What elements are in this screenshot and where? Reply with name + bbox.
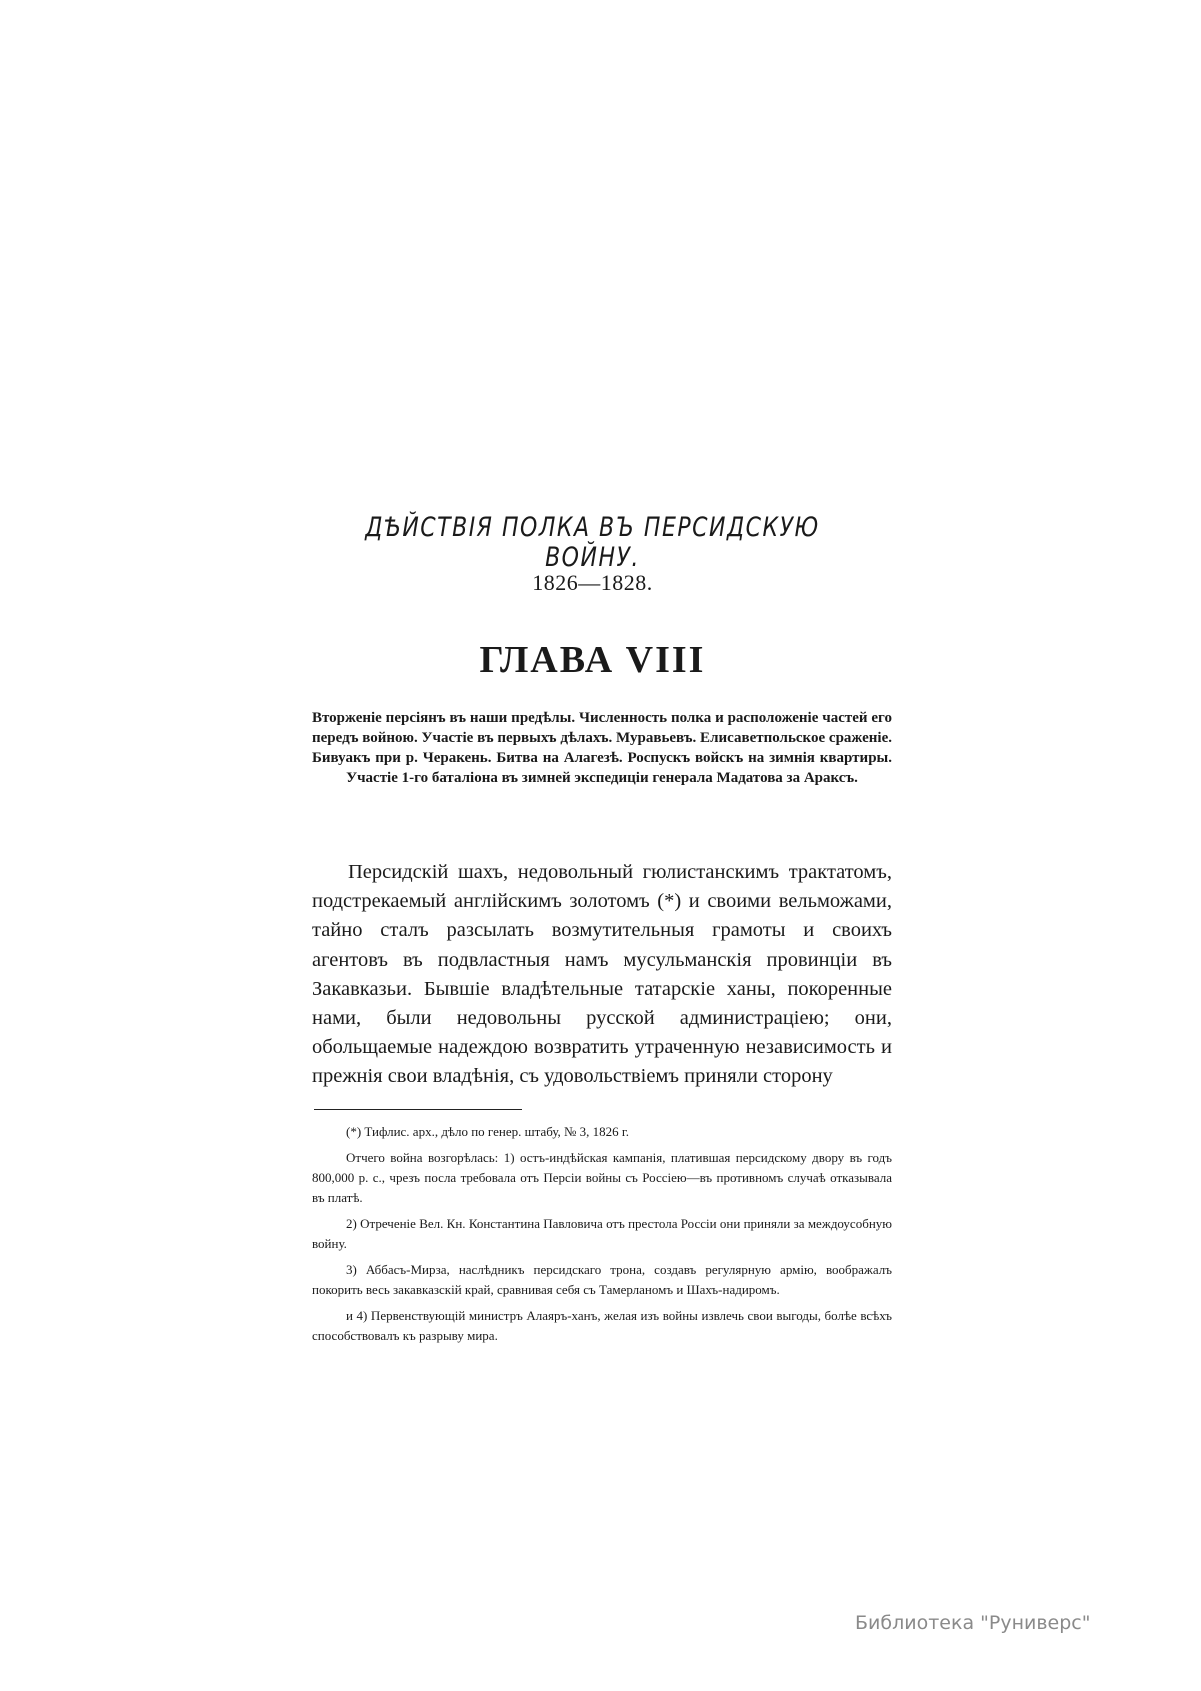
- years-subtitle: 1826—1828.: [532, 570, 653, 595]
- footnote-source: (*) Тифлис. арх., дѣло по генер. штабу, № 3, 1826 г.: [346, 1124, 630, 1139]
- main-paragraph: Персидскій шахъ, недовольный гюлистанскимъ трактатомъ, подстрекаемый англійскимъ золотомъ (*) и своими вельможами, тайно сталъ разсылать возмутительныя грамоты и своихъ агентовъ въ подвластныя намъ мусульманскія провинціи въ Закавказьи. Бывшіе владѣтельные татарскіе ханы, покоренные нами, были недовольны русской администраціею; они, обольщаемые надеждою возвратить утраченную независимость и прежнія свои владѣнія, съ удовольствіемъ приняли сторону: [312, 861, 892, 1088]
- main-paragraph-block: [312, 858, 892, 1092]
- footnote-item: Отчего война возгорѣлась: 1) остъ-индѣйская кампанія, платившая персидскому двору въ годъ 800,000 р. с., чрезъ посла требовала отъ Персіи войны съ Россіею—въ противномъ случаѣ отказывала въ платѣ.: [312, 1150, 892, 1205]
- library-watermark: Библиотека "Руниверс": [855, 1612, 1091, 1634]
- footnote-item: и 4) Первенствующій министръ Алаяръ-ханъ, желая изъ войны извлечь свои выгоды, болѣе всѣхъ способствовалъ къ разрыву мира.: [312, 1308, 892, 1343]
- footnotes: [312, 1122, 892, 1352]
- footnote-divider: [314, 1109, 522, 1110]
- chapter-title: ГЛАВА VIII: [479, 639, 706, 681]
- footnote-item: 3) Аббасъ-Мирза, наслѣдникъ персидскаго трона, создавъ регулярную армію, воображалъ покорить весь закавказскій край, сравнивая себя съ Тамерланомъ и Шахъ-надиромъ.: [312, 1262, 892, 1297]
- footnote-item: 2) Отреченіе Вел. Кн. Константина Павловича отъ престола Россіи они приняли за междоусобную войну.: [312, 1216, 892, 1251]
- chapter-summary: Вторженіе персіянъ въ наши предѣлы. Численность полка и расположеніе частей его передъ войною. Участіе въ первыхъ дѣлахъ. Муравьевъ. Елисаветпольское сраженіе. Бивуакъ при р. Черакень. Битва на Алагезѣ. Роспускъ войскъ на зимнія квартиры. Участіе 1-го баталіона въ зимней экспедиціи генерала Мадатова за Араксъ.: [312, 710, 892, 786]
- section-heading: ДѢЙСТВІЯ ПОЛКА ВЪ ПЕРСИДСКУЮ ВОЙНУ.: [365, 513, 820, 573]
